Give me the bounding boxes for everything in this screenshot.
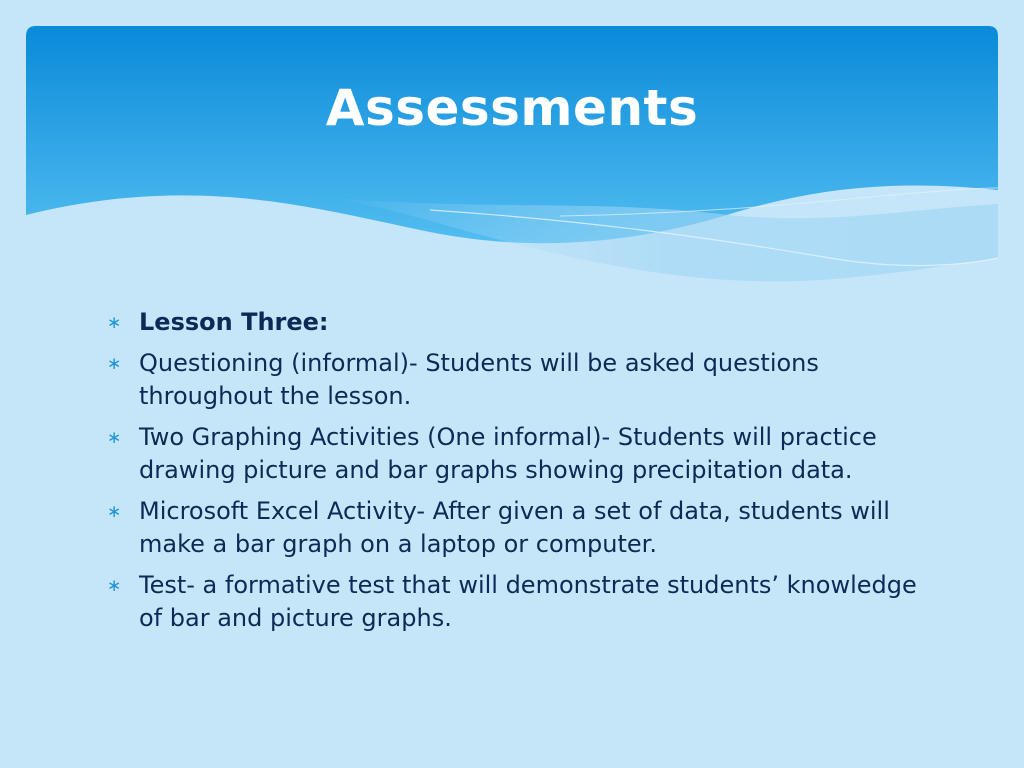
bullet-item bbox=[105, 495, 935, 561]
bullet-item bbox=[105, 569, 935, 635]
bullet-item bbox=[105, 306, 935, 339]
bullet-text: Lesson Three: bbox=[139, 308, 329, 336]
asterisk-bullet-icon: ∗ bbox=[107, 576, 122, 596]
header-wave-banner bbox=[0, 0, 1024, 300]
asterisk-bullet-icon: ∗ bbox=[107, 313, 122, 333]
bullet-item bbox=[105, 347, 935, 413]
bullet-item bbox=[105, 421, 935, 487]
asterisk-bullet-icon: ∗ bbox=[107, 428, 122, 448]
asterisk-bullet-icon: ∗ bbox=[107, 502, 122, 522]
bullet-list bbox=[105, 306, 935, 643]
bullet-text: Test- a formative test that will demonstrate students’ knowledge of bar and picture graphs. bbox=[139, 571, 917, 632]
bullet-text: Microsoft Excel Activity- After given a set of data, students will make a bar graph on a laptop or computer. bbox=[139, 497, 890, 558]
slide-title: Assessments bbox=[325, 79, 699, 137]
bullet-text: Two Graphing Activities (One informal)- Students will practice drawing picture and bar graphs showing precipitation data. bbox=[139, 423, 877, 484]
asterisk-bullet-icon: ∗ bbox=[107, 354, 122, 374]
bullet-text: Questioning (informal)- Students will be asked questions throughout the lesson. bbox=[139, 349, 819, 410]
